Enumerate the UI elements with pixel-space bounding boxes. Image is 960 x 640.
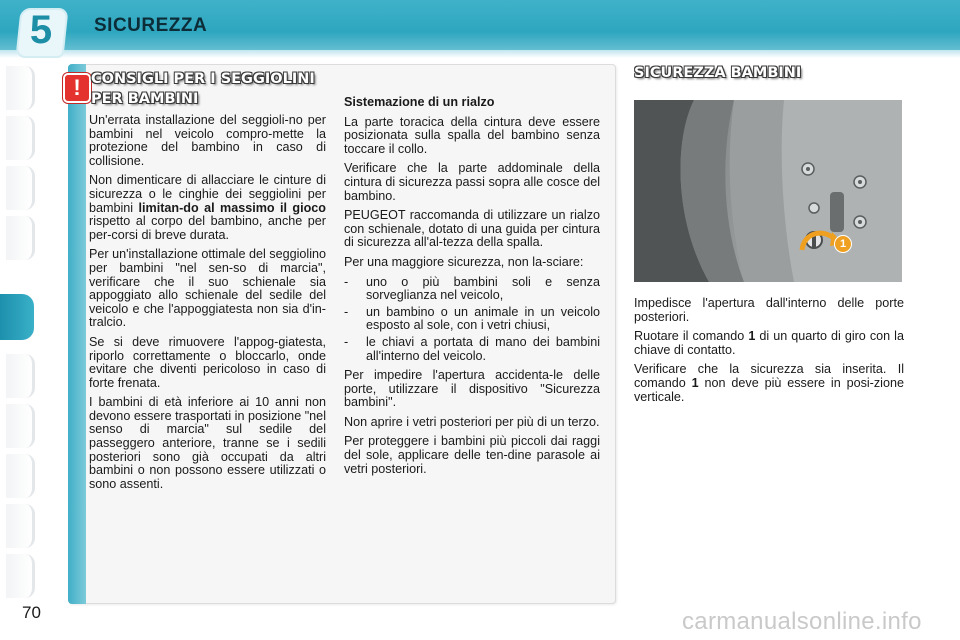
list-item [344, 276, 600, 303]
list-item-text: uno o più bambini soli e senza sorveglianza nel veicolo, [366, 274, 600, 303]
rotation-arrow-icon [634, 100, 902, 282]
bold-text-run: limitan-do al massimo il gioco [138, 200, 326, 215]
chapter-number: 5 [29, 8, 53, 52]
text-run: Non dimenticare di allacciare le cinture di sicurezza o le cinghie dei seggiolini per bambini [89, 173, 326, 215]
chapter-tab-9[interactable] [6, 504, 35, 548]
paragraph: I bambini di età inferiore ai 10 anni non devono essere trasportati in posizione "nel senso di marcia" sul sedile del passeggero anteriore, tranne se i sedili posteriori sono già occupati da altri bambini o non possono essere utilizzati o sono assenti. [89, 395, 326, 491]
chapter-tab-1[interactable] [6, 66, 35, 110]
sicurezza-bambini-column [634, 297, 904, 404]
paragraph: Un'errata installazione del seggioli-no per bambini nel veicolo compro-mette la protezione del bambino in caso di collisione. [89, 113, 326, 168]
paragraph: Non aprire i vetri posteriori per più di un terzo. [344, 414, 600, 429]
chapter-tab-2[interactable] [6, 116, 35, 160]
child-lock-photo [634, 100, 902, 282]
watermark-text[interactable]: carmanualsonline.info [682, 608, 922, 635]
header-divider [0, 50, 960, 58]
text-run: Ruotare il comando [634, 329, 749, 344]
dash-bullet: - [344, 304, 349, 319]
text-run: non deve più essere in posi-zione verticale. [634, 375, 904, 404]
paragraph: Per una maggiore sicurezza, non la-sciare: [344, 254, 584, 269]
text-run: di un quarto di giro con la chiave di contatto. [634, 329, 904, 357]
dash-bullet: - [344, 274, 349, 289]
chapter-tab-6[interactable] [6, 354, 35, 398]
paragraph: PEUGEOT raccomanda di utilizzare un rialzo con schienale, dotato di una guida per cintura di sicurezza all'al-tezza della spalla. [344, 208, 600, 250]
chapter-tab-5-active[interactable] [0, 294, 34, 340]
section-title-consigli: CONSIGLI PER I SEGGIOLINI PER BAMBINI [91, 71, 315, 107]
text-run: Verificare che la sicurezza sia inserita. Il comando [634, 362, 904, 390]
paragraph: Per un'installazione ottimale del seggiolino per bambini "nel sen-so di marcia", verificare che il suo schienale sia appoggiato allo schienale del sedile del veicolo e che l'appoggiatesta non sia d'in-tralcio. [89, 247, 326, 330]
rialzo-column [344, 96, 600, 476]
exclamation-warning-icon: ! [63, 73, 91, 103]
subheading-rialzo: Sistemazione di un rialzo [344, 95, 495, 109]
paragraph [634, 363, 904, 404]
paragraph: La parte toracica della cintura deve essere posizionata sulla spalla del bambino senza toccare il collo. [344, 114, 600, 156]
chapter-tab-10[interactable] [6, 554, 35, 598]
paragraph: Per impedire l'apertura accidenta-le delle porte, utilizzare il dispositivo "Sicurezza bambini". [344, 368, 600, 410]
bold-text-run: 1 [748, 329, 756, 344]
list-item [344, 306, 600, 333]
page-number: 70 [22, 603, 41, 622]
list-item-text: le chiavi a portata di mano dei bambini all'interno del veicolo. [366, 334, 600, 363]
bold-text-run: 1 [691, 375, 699, 390]
chapter-tab-8[interactable] [6, 454, 35, 498]
chapter-title: SICUREZZA [94, 15, 208, 36]
paragraph: Verificare che la parte addominale della cintura di sicurezza passi sopra alle cosce del bambino. [344, 161, 600, 203]
consigli-column [89, 114, 326, 491]
list-item-text: un bambino o un animale in un veicolo esposto al sole, con i vetri chiusi, [366, 304, 600, 333]
dash-bullet: - [344, 334, 349, 349]
paragraph: Se si deve rimuovere l'appog-giatesta, riporlo correttamente o bloccarlo, onde evitare che diventi pericoloso in caso di forte frenata. [89, 334, 326, 390]
paragraph: Per proteggere i bambini più piccoli dai raggi del sole, applicare delle ten-dine parasole ai vetri posteriori. [344, 434, 600, 476]
section-title-sicurezza-bambini: SICUREZZA BAMBINI [634, 65, 802, 81]
chapter-tab-3[interactable] [6, 166, 35, 210]
paragraph: Impedisce l'apertura dall'interno delle porte posteriori. [634, 296, 904, 324]
paragraph [634, 330, 904, 357]
callout-number-1: 1 [834, 235, 852, 253]
chapter-tab-7[interactable] [6, 404, 35, 448]
paragraph [89, 174, 326, 242]
chapter-tab-4[interactable] [6, 216, 35, 260]
advice-panel-stripe [68, 64, 86, 604]
list-item [344, 336, 600, 363]
text-run: rispetto al corpo del bambino, anche per per-corsi di breve durata. [89, 214, 326, 242]
